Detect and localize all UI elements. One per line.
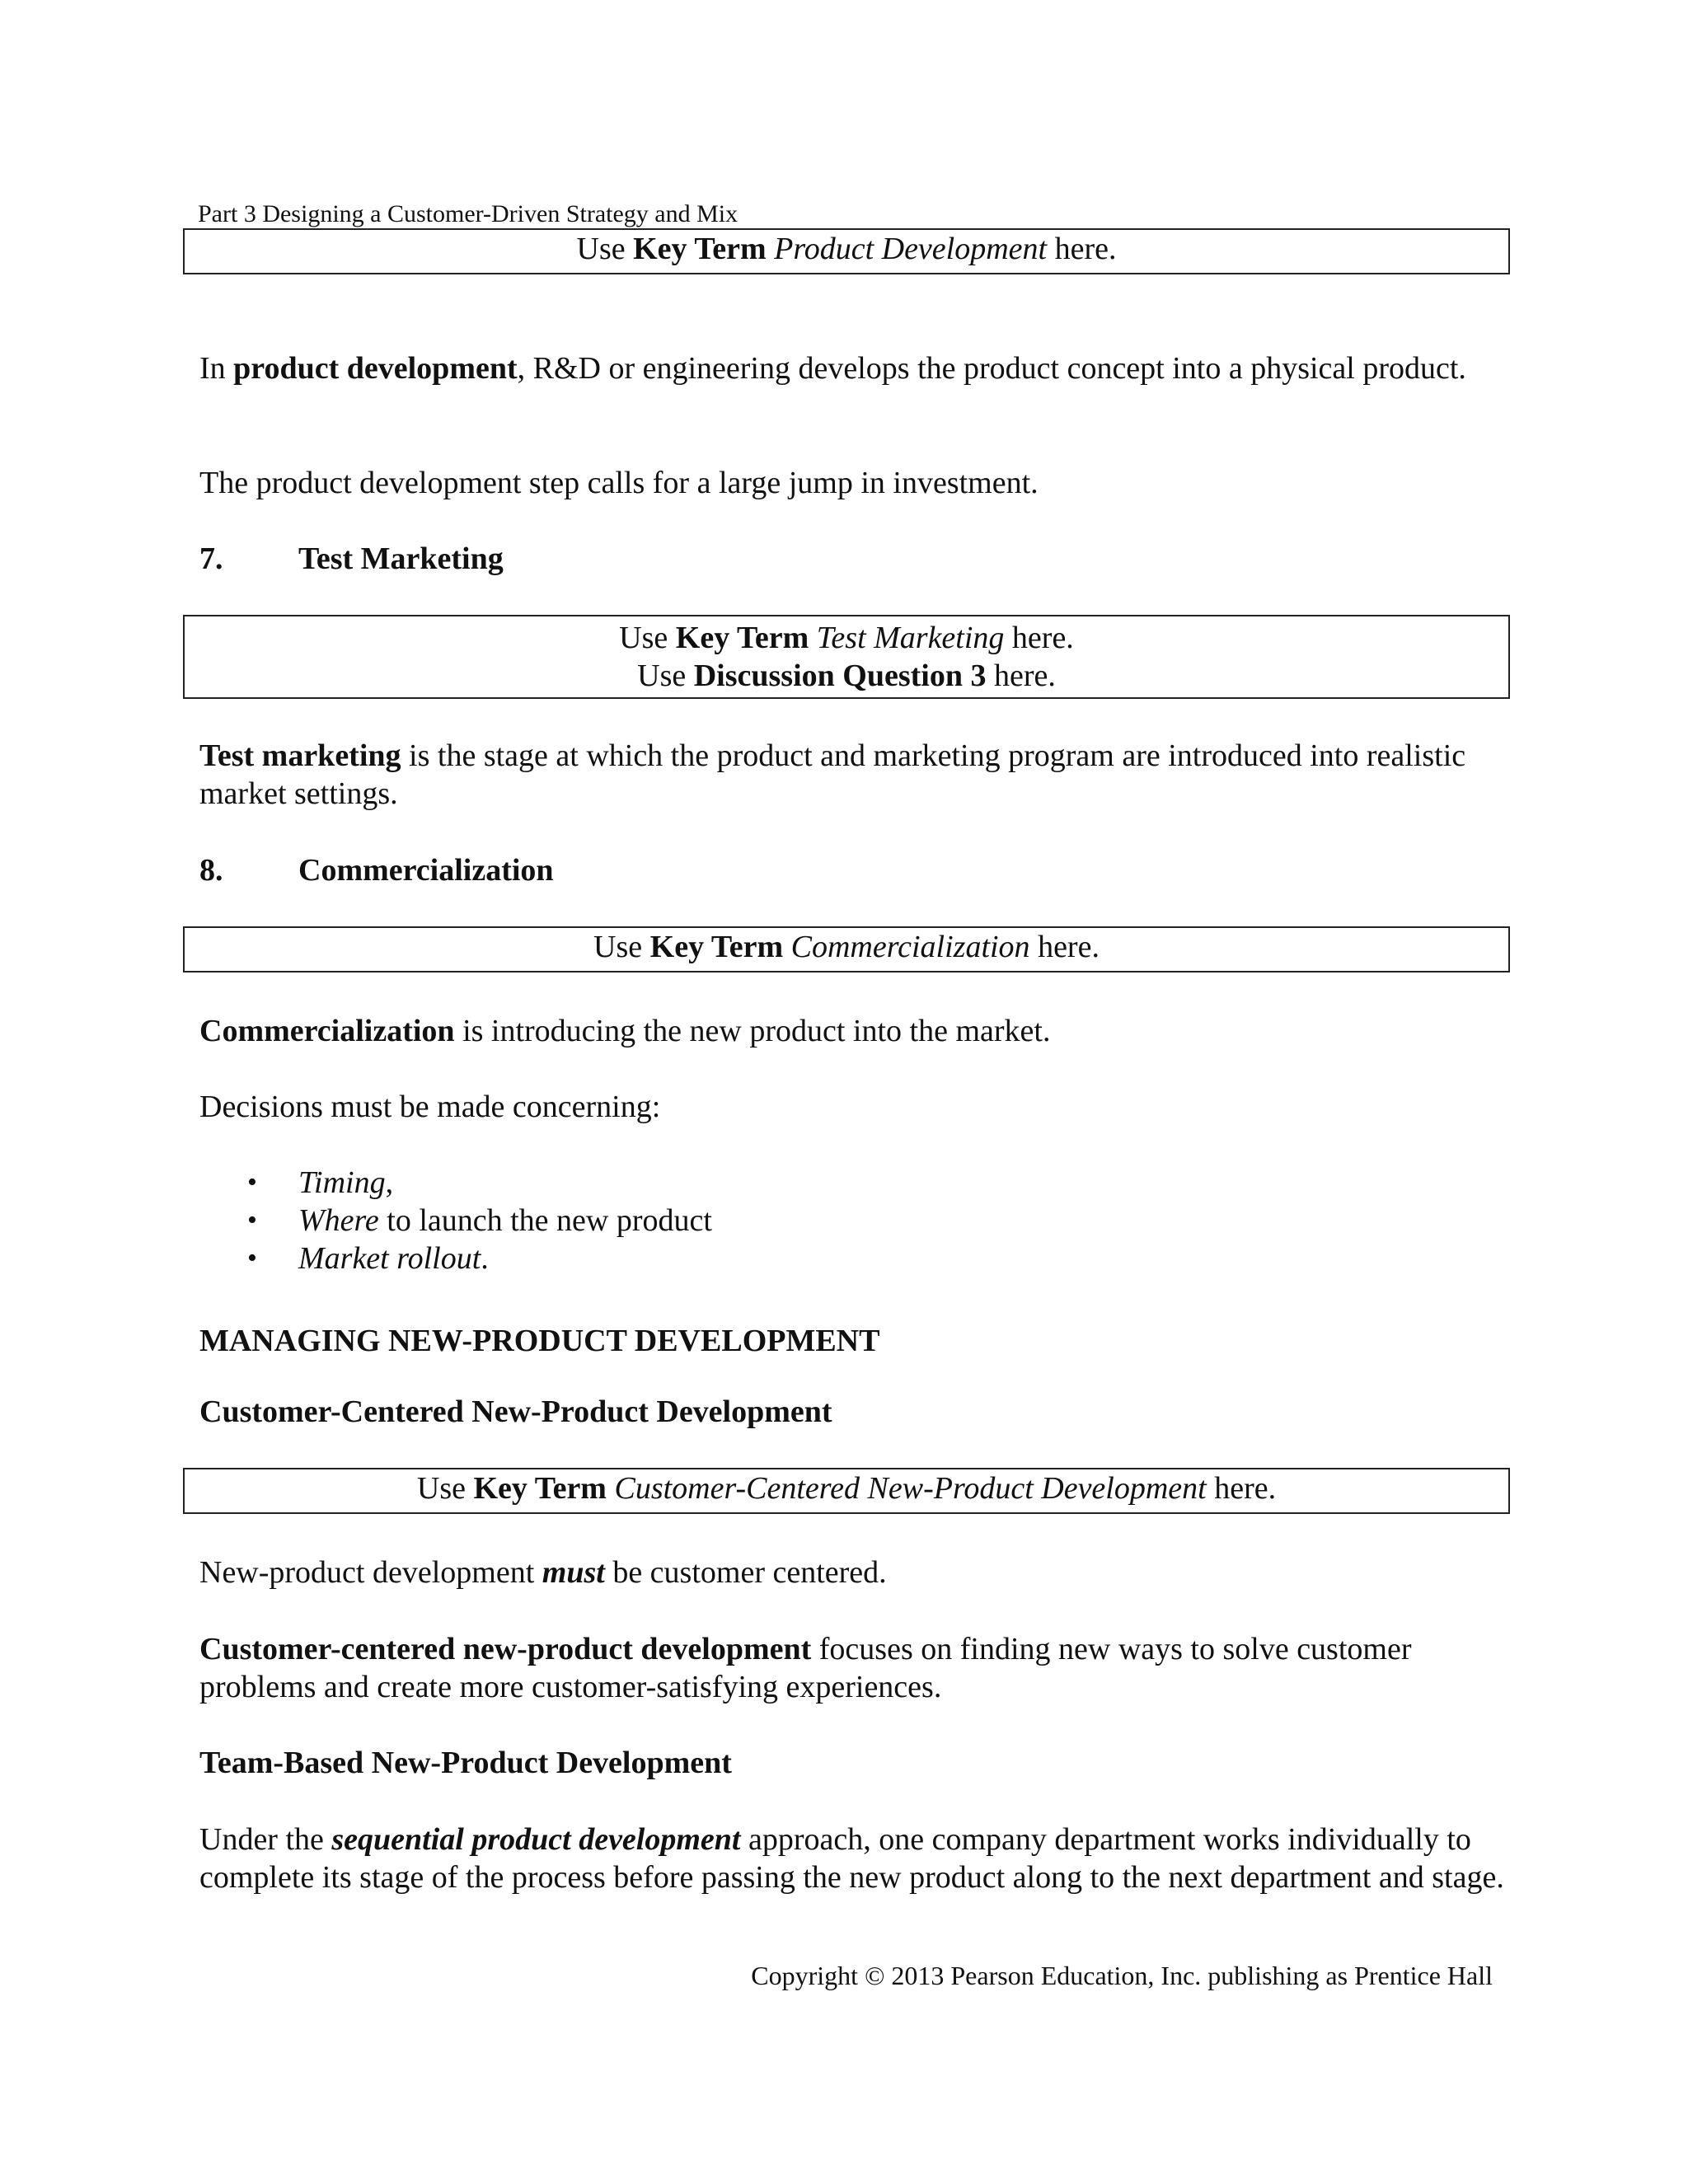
- paragraph-investment: The product development step calls for a large jump in investment.: [199, 466, 1039, 500]
- box-key: Discussion Question 3: [693, 658, 987, 693]
- text: is the stage at which the product and marketing program are introduced into realistic market settings.: [199, 738, 1466, 811]
- text: .: [481, 1241, 489, 1276]
- text: In: [199, 351, 226, 386]
- box-key: Key Term: [473, 1471, 607, 1506]
- section-number-7: 7.: [199, 541, 223, 576]
- box-text: here.: [1214, 1471, 1277, 1506]
- box-term: Commercialization: [790, 930, 1030, 964]
- box-key: Key Term: [675, 621, 809, 655]
- box-key: Key Term: [649, 930, 784, 964]
- box-text: Use: [576, 232, 626, 266]
- key-term-box-test-marketing: [183, 615, 1510, 699]
- key-term-box-commercialization: [183, 926, 1510, 972]
- paragraph-sequential: [199, 1821, 1518, 1896]
- bold-italic-text: must: [542, 1555, 605, 1590]
- text: approach, one company department works individually to complete its stage of the process before passing the new product along to the next department and stage.: [199, 1822, 1504, 1895]
- text: focuses on finding new ways to solve customer problems and create more customer-satisfying experiences.: [199, 1632, 1412, 1704]
- box-key: Key Term: [633, 232, 767, 266]
- italic-text: Timing: [298, 1165, 386, 1200]
- box-text: here.: [993, 658, 1056, 693]
- paragraph-commercialization: [199, 1012, 1518, 1050]
- box-term: Product Development: [774, 232, 1048, 266]
- subheading-team-based: Team-Based New-Product Development: [199, 1746, 732, 1780]
- box-text: Use: [416, 1471, 466, 1506]
- italic-text: Where: [298, 1203, 379, 1238]
- list-item: [298, 1202, 712, 1240]
- bold-term: Commercialization: [199, 1014, 455, 1048]
- box-text: Use: [637, 658, 687, 693]
- paragraph-must-be-customer-centered: [199, 1554, 1518, 1591]
- paragraph-test-marketing: [199, 737, 1518, 813]
- bold-italic-text: sequential product development: [331, 1822, 741, 1857]
- bold-term: product development: [233, 351, 518, 386]
- text: New-product development: [199, 1555, 535, 1590]
- italic-text: Market rollout: [298, 1241, 481, 1276]
- list-item: [298, 1240, 489, 1277]
- running-header: Part 3 Designing a Customer-Driven Strategy and Mix: [198, 200, 738, 227]
- paragraph-product-development: [199, 349, 1518, 387]
- bold-term: Test marketing: [199, 738, 401, 773]
- text: , R&D or engineering develops the product concept into a physical product.: [517, 351, 1466, 386]
- bullet-marker: •: [247, 1167, 257, 1197]
- box-term: Customer-Centered New-Product Development: [614, 1471, 1207, 1506]
- section-number-8: 8.: [199, 853, 223, 888]
- text: to launch the new product: [387, 1203, 712, 1238]
- text: Under the: [199, 1822, 324, 1857]
- subheading-customer-centered: Customer-Centered New-Product Development: [199, 1394, 832, 1429]
- text: ,: [385, 1165, 394, 1200]
- copyright-footer: Copyright © 2013 Pearson Education, Inc. publishing as Prentice Hall: [751, 1961, 1493, 1990]
- key-term-box-customer-centered: [183, 1468, 1510, 1514]
- list-item: [298, 1164, 393, 1202]
- bullet-marker: •: [247, 1205, 257, 1235]
- box-text: Use: [619, 621, 668, 655]
- box-text: here.: [1011, 621, 1074, 655]
- text: is introducing the new product into the market.: [462, 1014, 1051, 1048]
- bold-term: Customer-centered new-product development: [199, 1632, 812, 1666]
- box-text: Use: [593, 930, 643, 964]
- section-heading-managing: MANAGING NEW-PRODUCT DEVELOPMENT: [199, 1324, 880, 1358]
- section-title-test-marketing: Test Marketing: [298, 541, 504, 576]
- box-term: Test Marketing: [816, 621, 1005, 655]
- text: be customer centered.: [612, 1555, 887, 1590]
- box-text: here.: [1054, 232, 1117, 266]
- paragraph-customer-centered-definition: [199, 1630, 1518, 1706]
- section-title-commercialization: Commercialization: [298, 853, 554, 888]
- box-line-2: [185, 657, 1508, 695]
- bullet-marker: •: [247, 1243, 257, 1273]
- key-term-box-product-development: [183, 228, 1510, 274]
- box-line-1: [185, 619, 1508, 657]
- paragraph-decisions: Decisions must be made concerning:: [199, 1090, 661, 1124]
- box-text: here.: [1038, 930, 1100, 964]
